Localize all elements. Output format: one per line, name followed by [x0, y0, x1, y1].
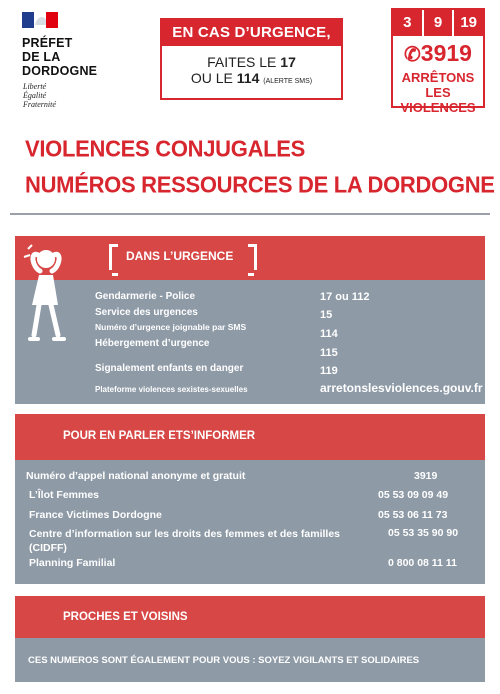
section-urgence-header [15, 236, 485, 280]
prefecture-name [22, 36, 97, 78]
motto-line-3: Fraternité [23, 100, 56, 109]
urgence-row-3-label: Numéro d’urgence joignable par SMS [95, 322, 247, 332]
prefecture-line-3: DORDOGNE [22, 64, 98, 78]
urgence-row-3-value: 114 [320, 328, 338, 340]
urgence-row-5-value: 119 [320, 365, 338, 377]
page-subtitle: NUMÉROS RESSOURCES DE LA DORDOGNE [25, 171, 495, 198]
urgence-row-2-label: Service des urgences [95, 307, 198, 318]
republic-motto [23, 82, 56, 109]
badge-number-text: 3919 [420, 40, 472, 66]
emergency-title: EN CAS D’URGENCE, [162, 20, 341, 46]
prefecture-line-2: DE LA [22, 50, 61, 64]
emergency-line-2-prefix: OU LE [190, 70, 237, 86]
prefecture-line-1: PRÉFET [22, 36, 73, 50]
informer-row-4-label: Centre d’information sur les droits des femmes et des familles (CIDFF) [29, 528, 341, 554]
badge-line-2: LES VIOLENCES [400, 85, 476, 115]
section-proches-text: CES NUMEROS SONT ÉGALEMENT POUR VOUS : SOYEZ VIGILANTS ET SOLIDAIRES [28, 655, 420, 666]
urgence-row-2-value: 15 [320, 309, 333, 321]
phone-icon: ✆ [404, 44, 421, 66]
emergency-line-1-prefix: FAITES LE [207, 54, 281, 70]
informer-row-4-value: 05 53 35 90 90 [388, 527, 459, 539]
section-proches-heading: PROCHES ET VOISINS [63, 611, 188, 623]
informer-row-3-value: 05 53 06 11 73 [378, 509, 448, 521]
informer-row-3-label: France Victimes Dordogne [29, 509, 162, 521]
badge-line-1: ARRÊTONS [401, 70, 475, 85]
badge-number [393, 38, 483, 70]
motto-line-1: Liberté [23, 82, 47, 91]
distressed-person-icon [22, 243, 80, 355]
emergency-line-2 [162, 70, 341, 90]
section-informer-heading: POUR EN PARLER ETS’INFORMER [63, 430, 256, 442]
emergency-line-1 [162, 54, 341, 70]
informer-row-5-label: Planning Familial [29, 557, 116, 569]
badge-digit-1: 3 [393, 10, 424, 36]
informer-row-5-value: 0 800 08 11 11 [388, 557, 457, 569]
urgence-row-6-label: Plateforme violences sexistes-sexuelles [95, 385, 248, 394]
informer-row-2-value: 05 53 09 09 49 [378, 489, 449, 501]
section-informer-header [15, 414, 485, 460]
sms-note: (ALERTE SMS) [263, 78, 313, 85]
emergency-number-114: 114 [236, 70, 260, 86]
urgence-row-1-value: 17 ou 112 [320, 291, 370, 303]
informer-row-2-label: L’Îlot Femmes [29, 489, 100, 501]
urgence-row-6-value: arretonslesviolences.gouv.fr [320, 381, 483, 395]
emergency-callout [160, 18, 343, 100]
urgence-row-4-label: Hébergement d’urgence [95, 338, 210, 349]
marianne-flag-logo [22, 12, 58, 28]
urgence-row-5-label: Signalement enfants en danger [95, 363, 244, 374]
badge-digits [393, 10, 483, 36]
heading-bracket [109, 244, 257, 270]
motto-line-2: Égalité [23, 91, 47, 100]
informer-row-1-value: 3919 [414, 470, 438, 482]
badge-digit-2: 9 [424, 10, 455, 36]
title-divider [10, 213, 490, 215]
section-urgence-heading: DANS L’URGENCE [126, 249, 234, 263]
urgence-row-1-label: Gendarmerie - Police [95, 291, 196, 302]
page-title: VIOLENCES CONJUGALES [25, 135, 306, 162]
section-proches-header [15, 596, 485, 638]
urgence-row-4-value: 115 [320, 347, 338, 359]
emergency-number-17: 17 [280, 54, 296, 70]
badge-digit-3: 19 [454, 10, 483, 36]
badge-3919 [391, 8, 485, 115]
informer-row-1-label: Numéro d’appel national anonyme et gratuit [26, 470, 246, 482]
